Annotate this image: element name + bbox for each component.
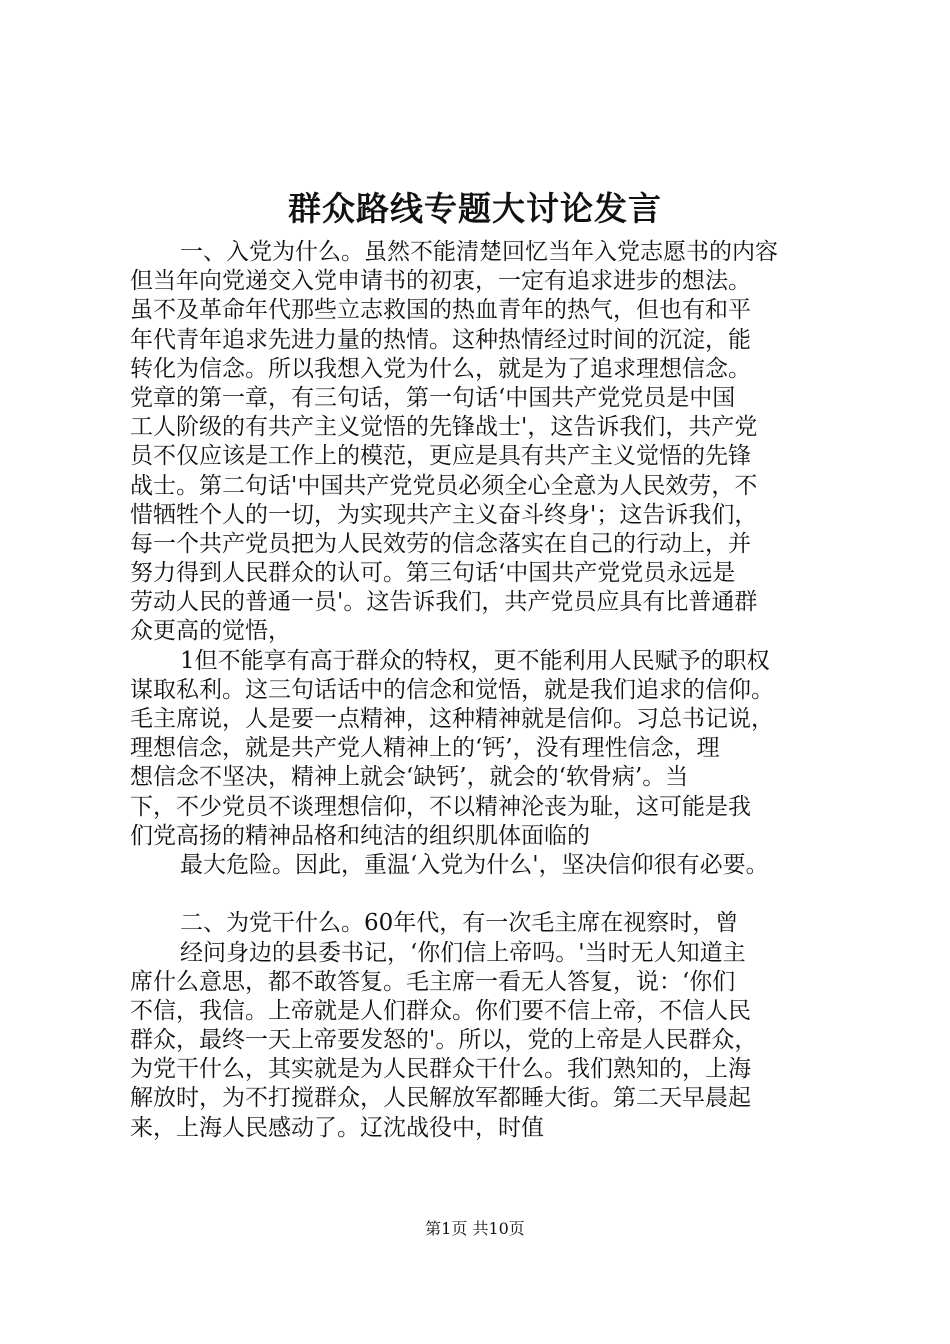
text-line: 不信，我信。上帝就是人们群众。你们要不信上帝，不信人民 bbox=[130, 997, 751, 1024]
text-line: 最大危险。因此，重温‘入党为什么'，坚决信仰很有必要。 bbox=[180, 851, 769, 878]
text-line: 经问身边的县委书记，‘你们信上帝吗。'当时无人知道主 bbox=[180, 939, 746, 966]
text-line: 二、为党干什么。60年代，有一次毛主席在视察时，曾 bbox=[180, 910, 739, 937]
text-line: 解放时，为不打搅群众，人民解放军都睡大街。第二天早晨起 bbox=[130, 1085, 751, 1112]
text-line: 年代青年追求先进力量的热情。这种热情经过时间的沉淀，能 bbox=[130, 326, 751, 353]
text-line: 党章的第一章，有三句话，第一句话‘中国共产党党员是中国 bbox=[130, 384, 736, 411]
text-line: 为党干什么，其实就是为人民群众干什么。我们熟知的，上海 bbox=[130, 1056, 751, 1083]
text-line: 但当年向党递交入党申请书的初衷，一定有追求进步的想法。 bbox=[130, 268, 751, 295]
text-line: 努力得到人民群众的认可。第三句话‘中国共产党党员永远是 bbox=[130, 560, 736, 587]
text-line: 惜牺牲个人的一切，为实现共产主义奋斗终身'；这告诉我们， bbox=[130, 501, 758, 528]
text-line: 众更高的觉悟， bbox=[130, 618, 291, 645]
page-footer: 第1页 共10页 bbox=[425, 1219, 525, 1238]
text-line: 1但不能享有高于群众的特权，更不能利用人民赋予的职权 bbox=[180, 647, 770, 674]
text-line: 劳动人民的普通一员'。这告诉我们，共产党员应具有比普通群 bbox=[130, 589, 758, 616]
text-line: 理想信念，就是共产党人精神上的‘钙’，没有理性信念，理 bbox=[130, 735, 720, 762]
text-line: 来，上海人民感动了。辽沈战役中，时值 bbox=[130, 1114, 544, 1141]
text-line: 每一个共产党员把为人民效劳的信念落实在自己的行动上，并 bbox=[130, 530, 751, 557]
document-title: 群众路线专题大讨论发言 bbox=[288, 189, 662, 228]
text-line: 群众，最终一天上帝要发怒的'。所以，党的上帝是人民群众， bbox=[130, 1027, 758, 1054]
document-body bbox=[130, 238, 855, 1143]
text-line: 们党高扬的精神品格和纯洁的组织肌体面临的 bbox=[130, 822, 590, 849]
text-line: 工人阶级的有共产主义觉悟的先锋战士'，这告诉我们，共产党 bbox=[130, 414, 758, 441]
text-line: 一、入党为什么。虽然不能清楚回忆当年入党志愿书的内容 bbox=[180, 239, 778, 265]
text-line: 员不仅应该是工作上的模范，更应是具有共产主义觉悟的先锋 bbox=[130, 443, 751, 470]
text-line: 席什么意思，都不敢答复。毛主席一看无人答复，说：‘你们 bbox=[130, 968, 736, 995]
text-line: 想信念不坚决，精神上就会‘缺钙’，就会的‘软骨病’。当 bbox=[130, 764, 689, 791]
text-line: 转化为信念。所以我想入党为什么，就是为了追求理想信念。 bbox=[130, 355, 751, 382]
text-line: 毛主席说，人是要一点精神，这种精神就是信仰。习总书记说， bbox=[130, 706, 774, 732]
text-line: 谋取私利。这三句话话中的信念和觉悟，就是我们追求的信仰。 bbox=[130, 676, 774, 703]
paragraph-gap bbox=[130, 880, 855, 909]
text-line: 虽不及革命年代那些立志救国的热血青年的热气，但也有和平 bbox=[130, 297, 751, 324]
text-line: 战士。第二句话'中国共产党党员必须全心全意为人民效劳，不 bbox=[130, 472, 758, 499]
text-line: 下，不少党员不谈理想信仰，不以精神沦丧为耻，这可能是我 bbox=[130, 793, 751, 820]
